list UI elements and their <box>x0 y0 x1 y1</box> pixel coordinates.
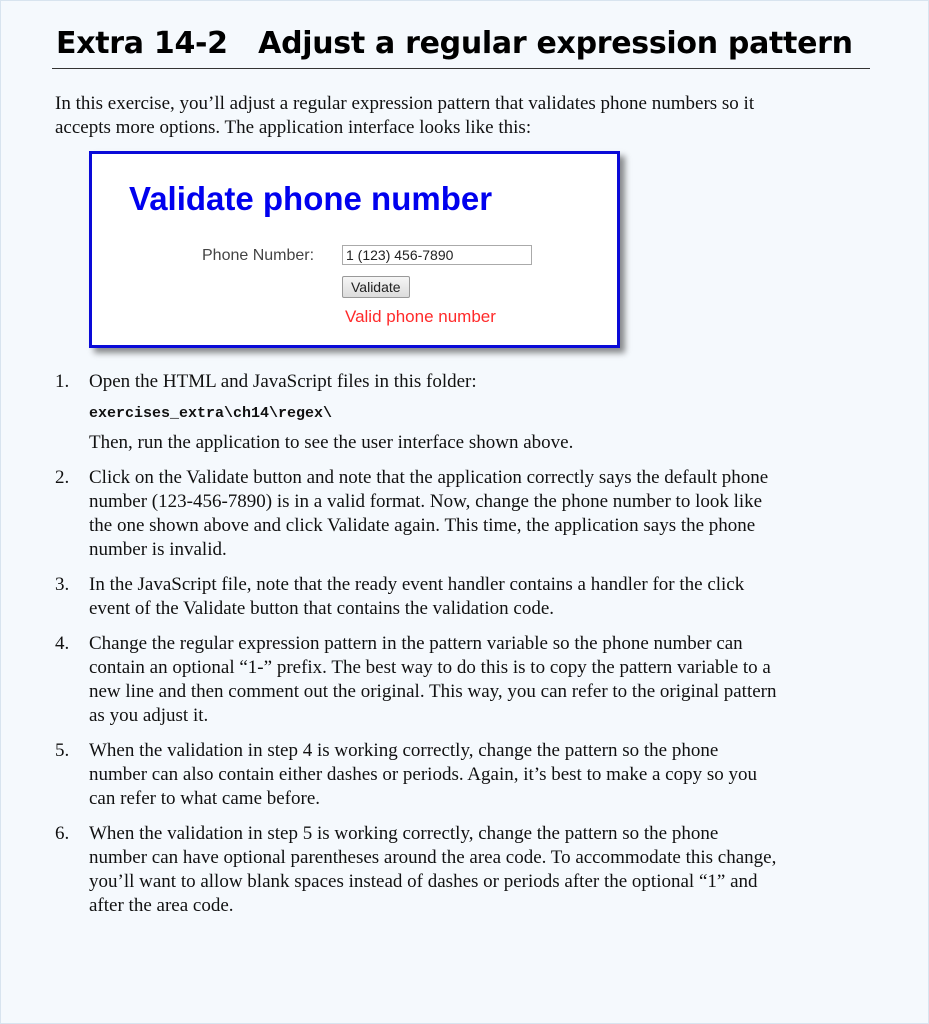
folder-path: exercises_extra\ch14\regex\ <box>89 405 333 422</box>
intro-paragraph: In this exercise, you’ll adjust a regular expression pattern that validates phone numbers so it accepts more options. The application interface looks like this: <box>55 93 755 138</box>
step-item <box>0 739 779 811</box>
step-number: 3. <box>55 574 70 595</box>
validate-button[interactable]: Validate <box>342 276 410 298</box>
title-divider <box>52 68 870 69</box>
step-number: 4. <box>55 633 70 654</box>
exercise-steps <box>0 370 929 929</box>
step-text: When the validation in step 4 is working correctly, change the pattern so the phone number can also contain either dashes or periods. Again, it’s best to make a copy so you can refer to what came before. <box>89 740 758 809</box>
step-text: Change the regular expression pattern in the pattern variable so the phone number can contain an optional “1-” prefix. The best way to do this is to copy the pattern variable to a new line and then comment out the original. This way, you can refer to the original pattern as you adjust it. <box>89 633 777 726</box>
phone-number-input[interactable] <box>342 245 532 265</box>
step-number: 1. <box>55 371 70 392</box>
step-item <box>0 466 779 562</box>
page-title: Extra 14-2 Adjust a regular expression pattern <box>56 26 853 61</box>
step-text: When the validation in step 5 is working correctly, change the pattern so the phone number can have optional parentheses around the area code. To accommodate this change, you’ll want to allow blank spaces instead of dashes or periods after the optional “1” and after the area code. <box>89 823 777 916</box>
step-number: 6. <box>55 823 70 844</box>
phone-number-label: Phone Number: <box>202 247 315 264</box>
step-item <box>0 370 779 455</box>
step-number: 2. <box>55 467 70 488</box>
validation-message: Valid phone number <box>345 307 496 326</box>
step-text: Click on the Validate button and note that the application correctly says the default phone number (123-456-7890) is in a valid format. Now, change the phone number to look like the one shown above and click Validate again. This time, the application says the phone number is invalid. <box>89 467 769 560</box>
step-item <box>0 573 779 621</box>
step-text-continued: Then, run the application to see the user interface shown above. <box>89 432 574 453</box>
app-heading: Validate phone number <box>129 180 493 217</box>
step-text: In the JavaScript file, note that the ready event handler contains a handler for the click event of the Validate button that contains the validation code. <box>89 574 745 619</box>
step-number: 5. <box>55 740 70 761</box>
step-item <box>0 632 779 728</box>
step-item <box>0 822 779 918</box>
step-text: Open the HTML and JavaScript files in this folder: <box>89 371 477 392</box>
app-screenshot <box>89 151 620 348</box>
